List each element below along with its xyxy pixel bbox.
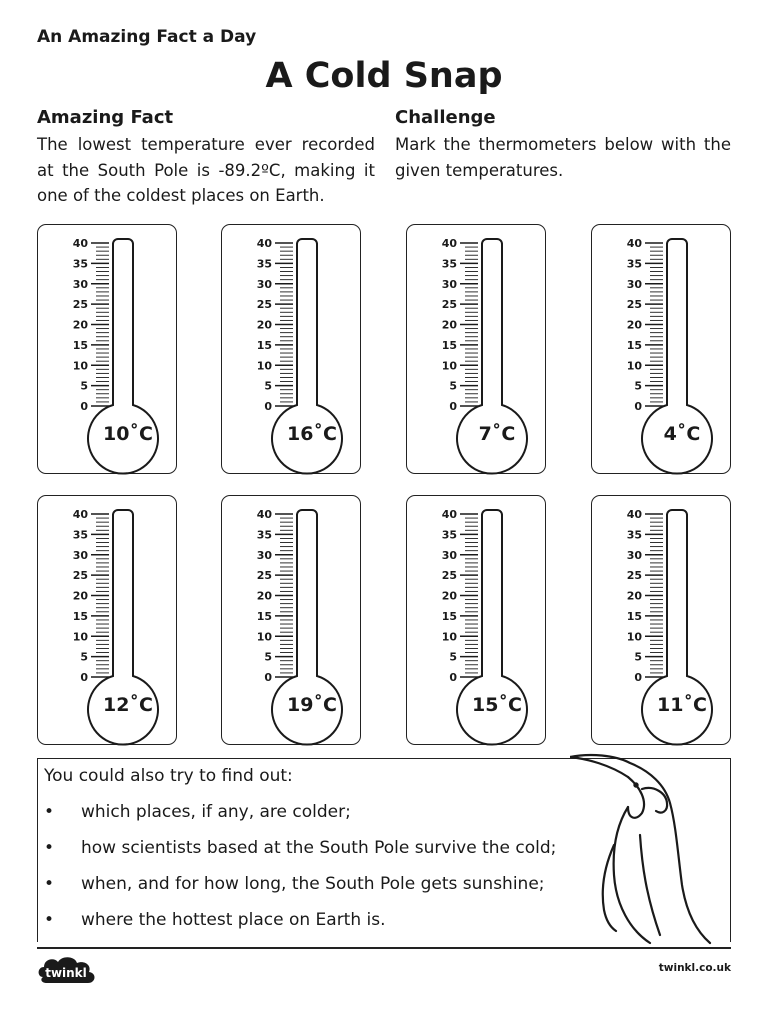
- bottom-divider: [37, 947, 731, 949]
- amazing-fact-section: [37, 107, 375, 209]
- scale-label: 25: [256, 569, 272, 583]
- scale-label: 25: [256, 298, 272, 312]
- scale-label: 15: [72, 609, 88, 623]
- scale-label: 5: [80, 379, 88, 393]
- target-temperature: 16˚C: [287, 423, 337, 445]
- scale-label: 15: [256, 609, 272, 623]
- scale-label: 30: [441, 277, 457, 291]
- scale-label: 25: [441, 298, 457, 312]
- scale-label: 10: [72, 359, 88, 373]
- list-item: • when, and for how long, the South Pole gets sunshine;: [44, 874, 556, 910]
- find-out-intro: You could also try to find out:: [44, 766, 293, 786]
- thermometer-card: [406, 224, 546, 474]
- logo-text: twinkl: [45, 966, 87, 980]
- scale-label: 15: [72, 338, 88, 352]
- scale-label: 5: [449, 650, 457, 664]
- penguin-illustration: [570, 745, 730, 945]
- scale-label: 5: [264, 379, 272, 393]
- scale-label: 10: [256, 359, 272, 373]
- scale-label: 35: [72, 528, 88, 542]
- scale-label: 35: [441, 257, 457, 271]
- scale-label: 0: [634, 671, 642, 684]
- scale-label: 0: [264, 671, 272, 684]
- scale-label: 10: [72, 630, 88, 644]
- scale-label: 15: [441, 338, 457, 352]
- scale-label: 25: [626, 298, 642, 312]
- thermometer-card: [221, 495, 361, 745]
- scale-label: 30: [441, 548, 457, 562]
- scale-label: 0: [449, 400, 457, 413]
- scale-label: 40: [72, 508, 88, 521]
- scale-label: 15: [256, 338, 272, 352]
- scale-label: 25: [72, 298, 88, 312]
- scale-label: 30: [72, 277, 88, 291]
- challenge-section: [395, 107, 731, 183]
- target-temperature: 15˚C: [472, 694, 522, 716]
- scale-label: 20: [441, 318, 457, 332]
- find-out-list: [44, 802, 556, 946]
- site-url: twinkl.co.uk: [658, 962, 731, 974]
- target-temperature: 7˚C: [478, 423, 516, 445]
- amazing-fact-text: The lowest temperature ever recorded at the South Pole is -89.2ºC, making it one of the coldest places on Earth.: [37, 135, 375, 205]
- list-item: • how scientists based at the South Pole survive the cold;: [44, 838, 556, 874]
- scale-label: 35: [441, 528, 457, 542]
- scale-label: 10: [441, 359, 457, 373]
- scale-label: 15: [626, 338, 642, 352]
- scale-label: 25: [441, 569, 457, 583]
- thermometer-card: [221, 224, 361, 474]
- scale-label: 35: [72, 257, 88, 271]
- scale-label: 40: [626, 508, 642, 521]
- list-item: • where the hottest place on Earth is.: [44, 910, 556, 946]
- thermometer-card: [406, 495, 546, 745]
- scale-label: 20: [626, 318, 642, 332]
- thermometer-card: [37, 224, 177, 474]
- scale-label: 0: [80, 400, 88, 413]
- scale-label: 40: [441, 237, 457, 250]
- scale-label: 10: [626, 630, 642, 644]
- challenge-text: Mark the thermometers below with the given temperatures.: [395, 135, 731, 180]
- scale-label: 20: [441, 589, 457, 603]
- scale-label: 10: [626, 359, 642, 373]
- scale-label: 30: [256, 277, 272, 291]
- twinkl-logo: [37, 953, 99, 987]
- scale-label: 10: [441, 630, 457, 644]
- scale-label: 40: [441, 508, 457, 521]
- scale-label: 20: [72, 318, 88, 332]
- scale-label: 20: [626, 589, 642, 603]
- scale-label: 25: [626, 569, 642, 583]
- scale-label: 5: [449, 379, 457, 393]
- scale-label: 30: [626, 277, 642, 291]
- scale-label: 0: [634, 400, 642, 413]
- scale-label: 0: [80, 671, 88, 684]
- scale-label: 35: [626, 528, 642, 542]
- scale-label: 20: [256, 318, 272, 332]
- scale-label: 25: [72, 569, 88, 583]
- thermometer-card: [37, 495, 177, 745]
- scale-label: 35: [626, 257, 642, 271]
- scale-label: 35: [256, 528, 272, 542]
- list-item: • which places, if any, are colder;: [44, 802, 556, 838]
- scale-label: 20: [256, 589, 272, 603]
- scale-label: 40: [72, 237, 88, 250]
- thermometer-card: [591, 495, 731, 745]
- scale-label: 10: [256, 630, 272, 644]
- scale-label: 40: [256, 237, 272, 250]
- scale-label: 20: [72, 589, 88, 603]
- target-temperature: 10˚C: [103, 423, 153, 445]
- target-temperature: 12˚C: [103, 694, 153, 716]
- challenge-heading: Challenge: [395, 107, 496, 128]
- scale-label: 30: [256, 548, 272, 562]
- page-title: A Cold Snap: [265, 56, 503, 96]
- scale-label: 15: [441, 609, 457, 623]
- target-temperature: 11˚C: [657, 694, 707, 716]
- scale-label: 5: [80, 650, 88, 664]
- scale-label: 35: [256, 257, 272, 271]
- scale-label: 15: [626, 609, 642, 623]
- scale-label: 0: [449, 671, 457, 684]
- series-title: An Amazing Fact a Day: [37, 27, 257, 47]
- scale-label: 40: [256, 508, 272, 521]
- target-temperature: 4˚C: [663, 423, 701, 445]
- scale-label: 5: [264, 650, 272, 664]
- scale-label: 0: [264, 400, 272, 413]
- amazing-fact-heading: Amazing Fact: [37, 107, 174, 128]
- thermometer-card: [591, 224, 731, 474]
- scale-label: 40: [626, 237, 642, 250]
- scale-label: 5: [634, 379, 642, 393]
- scale-label: 30: [626, 548, 642, 562]
- scale-label: 5: [634, 650, 642, 664]
- scale-label: 30: [72, 548, 88, 562]
- target-temperature: 19˚C: [287, 694, 337, 716]
